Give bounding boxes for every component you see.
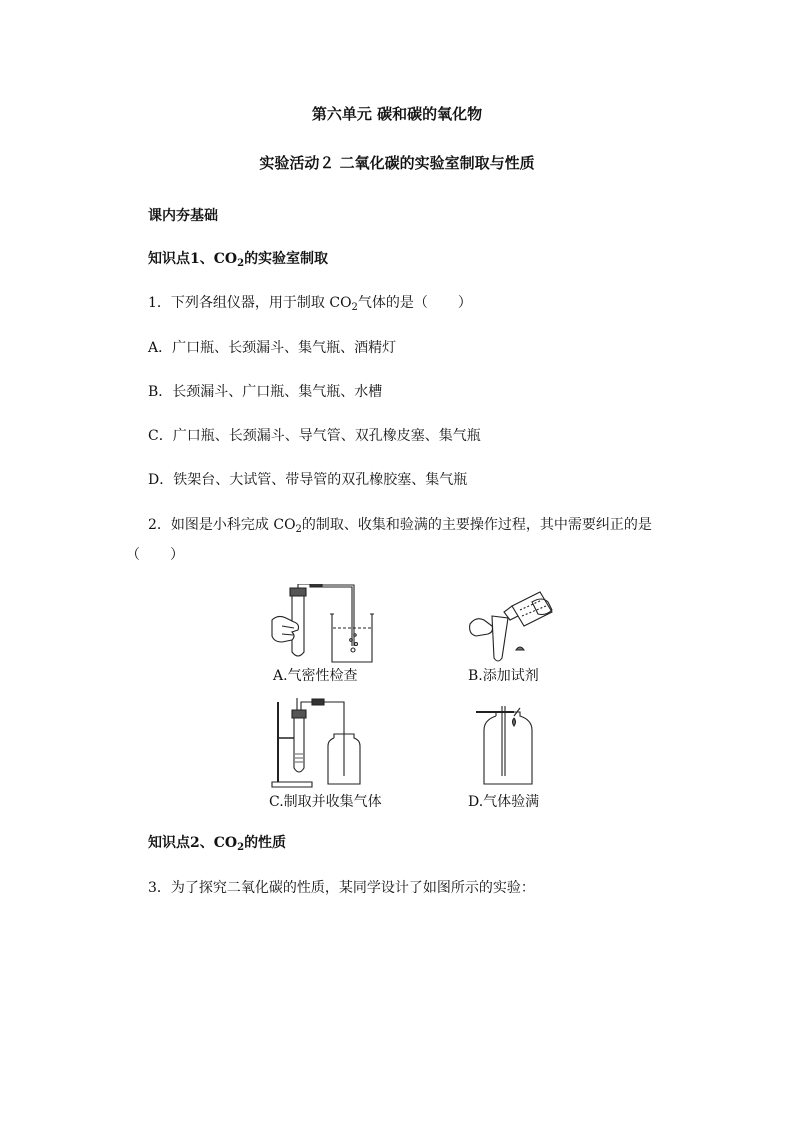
knowledge-point-1 — [148, 248, 328, 269]
question-2-answer-blank — [126, 544, 184, 564]
q2-stem-prefix: 2．如图是小科完成 CO — [148, 517, 296, 533]
q1-option-d: D．铁架台、大试管、带导管的双孔橡胶塞、集气瓶 — [148, 472, 468, 488]
figure-c-prepare-and-collect — [268, 698, 378, 790]
q1-stem-end: ） — [457, 295, 472, 311]
kp2-suffix: 的性质 — [244, 835, 287, 851]
q2-close-paren: ） — [170, 547, 184, 563]
figure-a-caption: A.气密性检查 — [273, 668, 358, 684]
q1-option-c: C．广口瓶、长颈漏斗、导气管、双孔橡皮塞、集气瓶 — [148, 428, 481, 444]
question-1-stem — [148, 292, 472, 313]
kp1-prefix: 知识点1、CO — [148, 251, 238, 267]
q2-open-paren: （ — [126, 547, 140, 563]
figure-d-gas-full-check — [474, 706, 544, 786]
figure-c-caption: C.制取并收集气体 — [269, 794, 382, 810]
q1-option-a: A．广口瓶、长颈漏斗、集气瓶、酒精灯 — [148, 340, 397, 356]
figure-b-adding-reagent — [462, 588, 562, 664]
kp2-subscript: 2 — [237, 842, 245, 853]
kp2-prefix: 知识点2、CO — [148, 835, 238, 851]
kp1-subscript: 2 — [237, 258, 245, 269]
q2-stem-suffix: 的制取、收集和验满的主要操作过程，其中需要纠正的是 — [301, 517, 652, 533]
q2-stem-subscript: 2 — [295, 524, 302, 535]
question-3-stem: 3．为了探究二氧化碳的性质，某同学设计了如图所示的实验： — [148, 880, 535, 896]
q1-option-b: B．长颈漏斗、广口瓶、集气瓶、水槽 — [148, 384, 383, 400]
section-heading: 课内夯基础 — [148, 208, 218, 224]
q1-stem-prefix: 1．下列各组仪器，用于制取 CO — [148, 295, 352, 311]
q1-stem-subscript: 2 — [351, 302, 358, 313]
figure-b-caption: B.添加试剂 — [468, 668, 539, 684]
unit-title: 第六单元 碳和碳的氧化物 — [311, 105, 483, 123]
figure-d-caption: D.气体验满 — [468, 794, 540, 810]
figure-a-airtightness-check — [262, 584, 392, 666]
question-2-stem — [148, 514, 652, 535]
activity-title: 实验活动２ 二氧化碳的实验室制取与性质 — [259, 154, 535, 172]
q1-stem-suffix: 气体的是（ — [357, 295, 428, 311]
kp1-suffix: 的实验室制取 — [244, 251, 329, 267]
knowledge-point-2 — [148, 832, 286, 853]
